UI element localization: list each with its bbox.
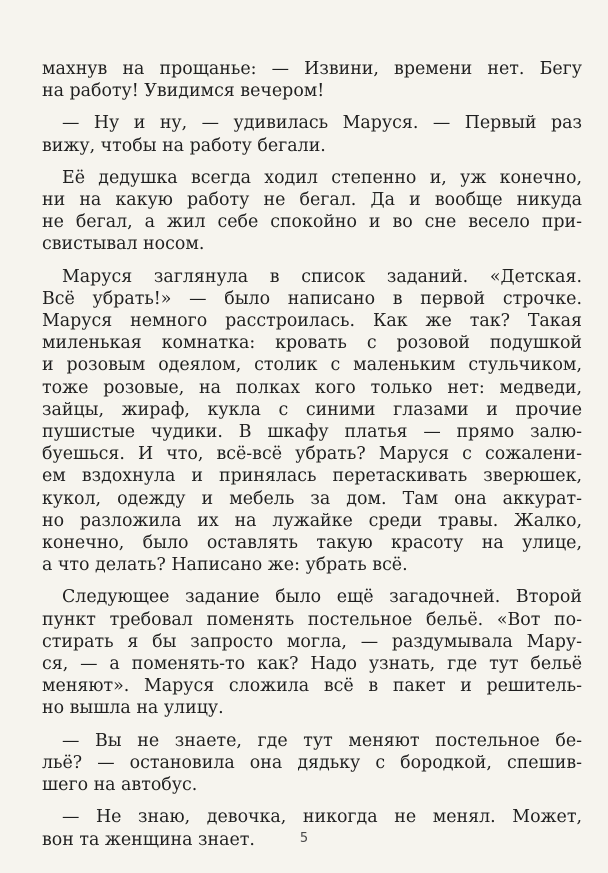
text-line: махнув на прощанье: — Извини, времени нет. Бегу (42, 59, 582, 79)
text-line: буешься. И что, всё-всё убрать? Маруся с сожалени- (42, 444, 582, 465)
text-line: конечно, было оставлять такую красоту на улице, (42, 533, 582, 554)
text-line: — Вы не знаете, где тут меняют постельное бе- (62, 730, 582, 751)
text-line: тоже розовые, на полках кого только нет: медведи, (42, 377, 582, 398)
paragraph (42, 58, 582, 102)
text-line: а что делать? Написано же: убрать всё. (42, 555, 408, 576)
text-line: но вышла на улицу. (42, 698, 224, 719)
text-line: пункт требовал поменять постельное бельё. «Вот по- (42, 609, 582, 630)
text-line: Её дедушка всегда ходил степенно и, уж конечно, (62, 167, 582, 188)
text-line: ся, — а поменять-то как? Надо узнать, где тут бельё (42, 654, 582, 675)
text-line: льё? — остановила она дядьку с бородкой, спешив- (42, 752, 582, 773)
text-line: шего на автобус. (42, 775, 198, 796)
paragraph (42, 730, 582, 797)
text-line: не бегал, а жил себе спокойно и во сне весело при- (42, 212, 582, 233)
text-line: кукол, одежду и мебель за дом. Там она аккурат- (42, 488, 582, 509)
text-line: ни на какую работу не бегал. Да и вообще никуда (42, 190, 582, 211)
text-line: вижу, чтобы на работу бегали. (42, 135, 326, 156)
paragraph (42, 586, 582, 719)
text-line: вон та женщина знает. (42, 829, 255, 850)
text-line: — Ну и ну, — удивилась Маруся. — Первый раз (62, 113, 582, 134)
body-text (42, 58, 582, 861)
text-line: ем вздохнула и принялась перетаскивать зверюшек, (42, 466, 582, 487)
text-line: Маруся заглянула в список заданий. «Детская. (62, 266, 582, 287)
text-line: зайцы, жираф, кукла с синими глазами и прочие (42, 399, 582, 420)
text-line: свистывал носом. (42, 234, 205, 255)
text-line: Всё убрать!» — было написано в первой строчке. (42, 288, 582, 309)
page-number: 5 (299, 831, 309, 846)
text-line: пушистые чудики. В шкафу платья — прямо залю- (42, 422, 582, 443)
text-line: Следующее задание было ещё загадочней. Второй (62, 587, 582, 608)
text-line: и розовым одеялом, столик с маленьким стульчиком, (42, 355, 582, 376)
text-line: на работу! Увидимся вечером! (42, 81, 325, 102)
text-line: меняют». Маруся сложила всё в пакет и решитель- (42, 676, 582, 697)
text-line: но разложила их на лужайке среди травы. Жалко, (42, 510, 582, 531)
paragraph (42, 266, 582, 577)
text-line: Маруся немного расстроилась. Как же так? Такая (42, 311, 582, 332)
paragraph (42, 167, 582, 256)
text-line: миленькая комнатка: кровать с розовой подушкой (42, 333, 582, 354)
text-line: — Не знаю, девочка, никогда не менял. Может, (62, 807, 582, 828)
paragraph (42, 112, 582, 156)
text-line: стирать я бы запросто могла, — раздумывала Мару- (42, 631, 582, 652)
